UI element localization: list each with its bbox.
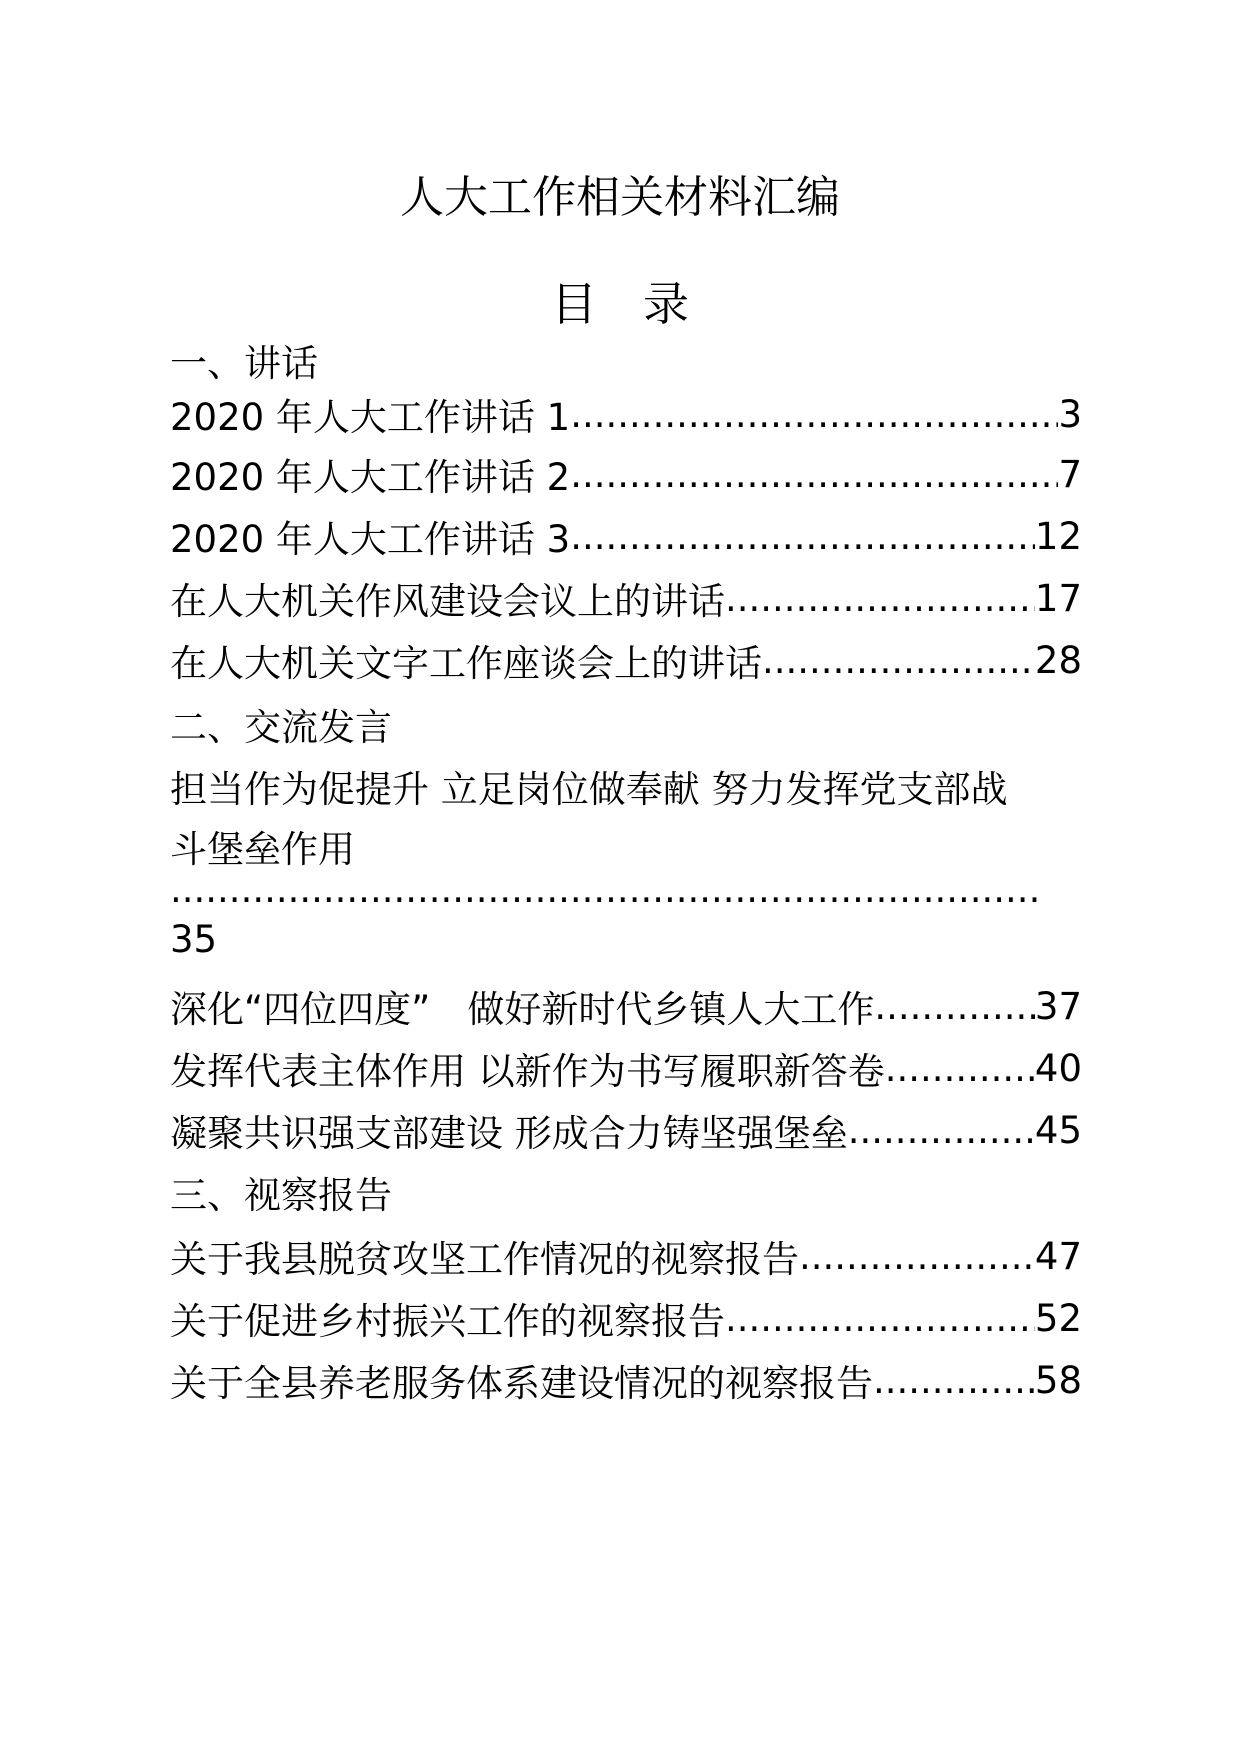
toc-entry[interactable] xyxy=(170,444,1082,504)
toc-entry[interactable] xyxy=(170,1038,1082,1098)
section-heading-label: 二、交流发言 xyxy=(170,706,392,749)
section-heading-label: 三、视察报告 xyxy=(170,1174,392,1217)
toc-entry-title: 2020 年人大工作讲话 3 xyxy=(170,518,571,561)
toc-entry-page: 3 xyxy=(1058,392,1082,436)
toc-entry-title: 关于促进乡村振兴工作的视察报告 xyxy=(170,1300,725,1343)
section-heading-label: 一、讲话 xyxy=(170,342,318,385)
toc-entry-title: 凝聚共识强支部建设 形成合力铸坚强堡垒 xyxy=(170,1112,848,1155)
toc-entry-title: 在人大机关文字工作座谈会上的讲话 xyxy=(170,642,762,685)
toc-entry-page: 7 xyxy=(1058,452,1082,496)
toc-entry-page: 17 xyxy=(1034,576,1082,620)
toc-entry-title: 在人大机关作风建设会议上的讲话 xyxy=(170,580,725,623)
toc-entry[interactable] xyxy=(170,568,1082,628)
dot-leader xyxy=(848,1109,1035,1152)
dot-leader xyxy=(725,577,1035,620)
dot-leader xyxy=(570,393,1058,436)
toc-entry[interactable] xyxy=(170,1350,1082,1410)
toc-heading: 目 录 xyxy=(551,277,689,331)
toc-entry-title-line1: 担当作为促提升 立足岗位做奉献 努力发挥党支部战 xyxy=(170,768,1008,811)
toc-entry[interactable] xyxy=(170,384,1082,444)
toc-entry-title: 关于全县养老服务体系建设情况的视察报告 xyxy=(170,1362,873,1405)
dot-leader xyxy=(874,985,1035,1028)
dot-leader xyxy=(873,1359,1035,1402)
toc-entry-title-line2: 斗堡垒作用 xyxy=(170,828,355,871)
dot-leader xyxy=(762,639,1035,682)
dot-leader xyxy=(799,1235,1035,1278)
dot-leader xyxy=(570,515,1035,558)
toc-entry-page: 47 xyxy=(1034,1234,1082,1278)
dot-leader xyxy=(170,870,1038,910)
toc-entry-page: 40 xyxy=(1034,1046,1082,1090)
dot-leader xyxy=(725,1297,1035,1340)
toc-entry[interactable] xyxy=(170,1288,1082,1348)
toc-entry-page: 12 xyxy=(1034,514,1082,558)
toc-entry-page: 52 xyxy=(1034,1296,1082,1340)
toc-entry-title: 2020 年人大工作讲话 1 xyxy=(170,396,571,439)
toc-entry-page: 28 xyxy=(1034,638,1082,682)
toc-entry[interactable] xyxy=(170,506,1082,566)
toc-entry[interactable] xyxy=(170,1226,1082,1286)
toc-entry-title: 关于我县脱贫攻坚工作情况的视察报告 xyxy=(170,1238,799,1281)
toc-entry[interactable] xyxy=(170,1100,1082,1160)
document-title: 人大工作相关材料汇编 xyxy=(400,172,840,223)
toc-entry[interactable] xyxy=(170,630,1082,690)
toc-entry-page: 37 xyxy=(1034,984,1082,1028)
dot-leader xyxy=(885,1047,1035,1090)
section-heading-exchange xyxy=(170,694,1082,754)
toc-entry-page: 45 xyxy=(1034,1108,1082,1152)
toc-entry-title: 深化“四位四度” 做好新时代乡镇人大工作 xyxy=(170,988,875,1031)
dot-leader xyxy=(570,453,1058,496)
section-heading-inspection xyxy=(170,1162,1082,1222)
toc-entry-page: 58 xyxy=(1034,1358,1082,1402)
section-heading-speeches xyxy=(170,330,1082,390)
toc-entry-title: 2020 年人大工作讲话 2 xyxy=(170,456,571,499)
toc-entry-title: 发挥代表主体作用 以新作为书写履职新答卷 xyxy=(170,1050,885,1093)
toc-entry[interactable] xyxy=(170,976,1082,1036)
toc-entry-multiline[interactable] xyxy=(170,760,1082,880)
toc-entry-page: 35 xyxy=(170,918,218,961)
